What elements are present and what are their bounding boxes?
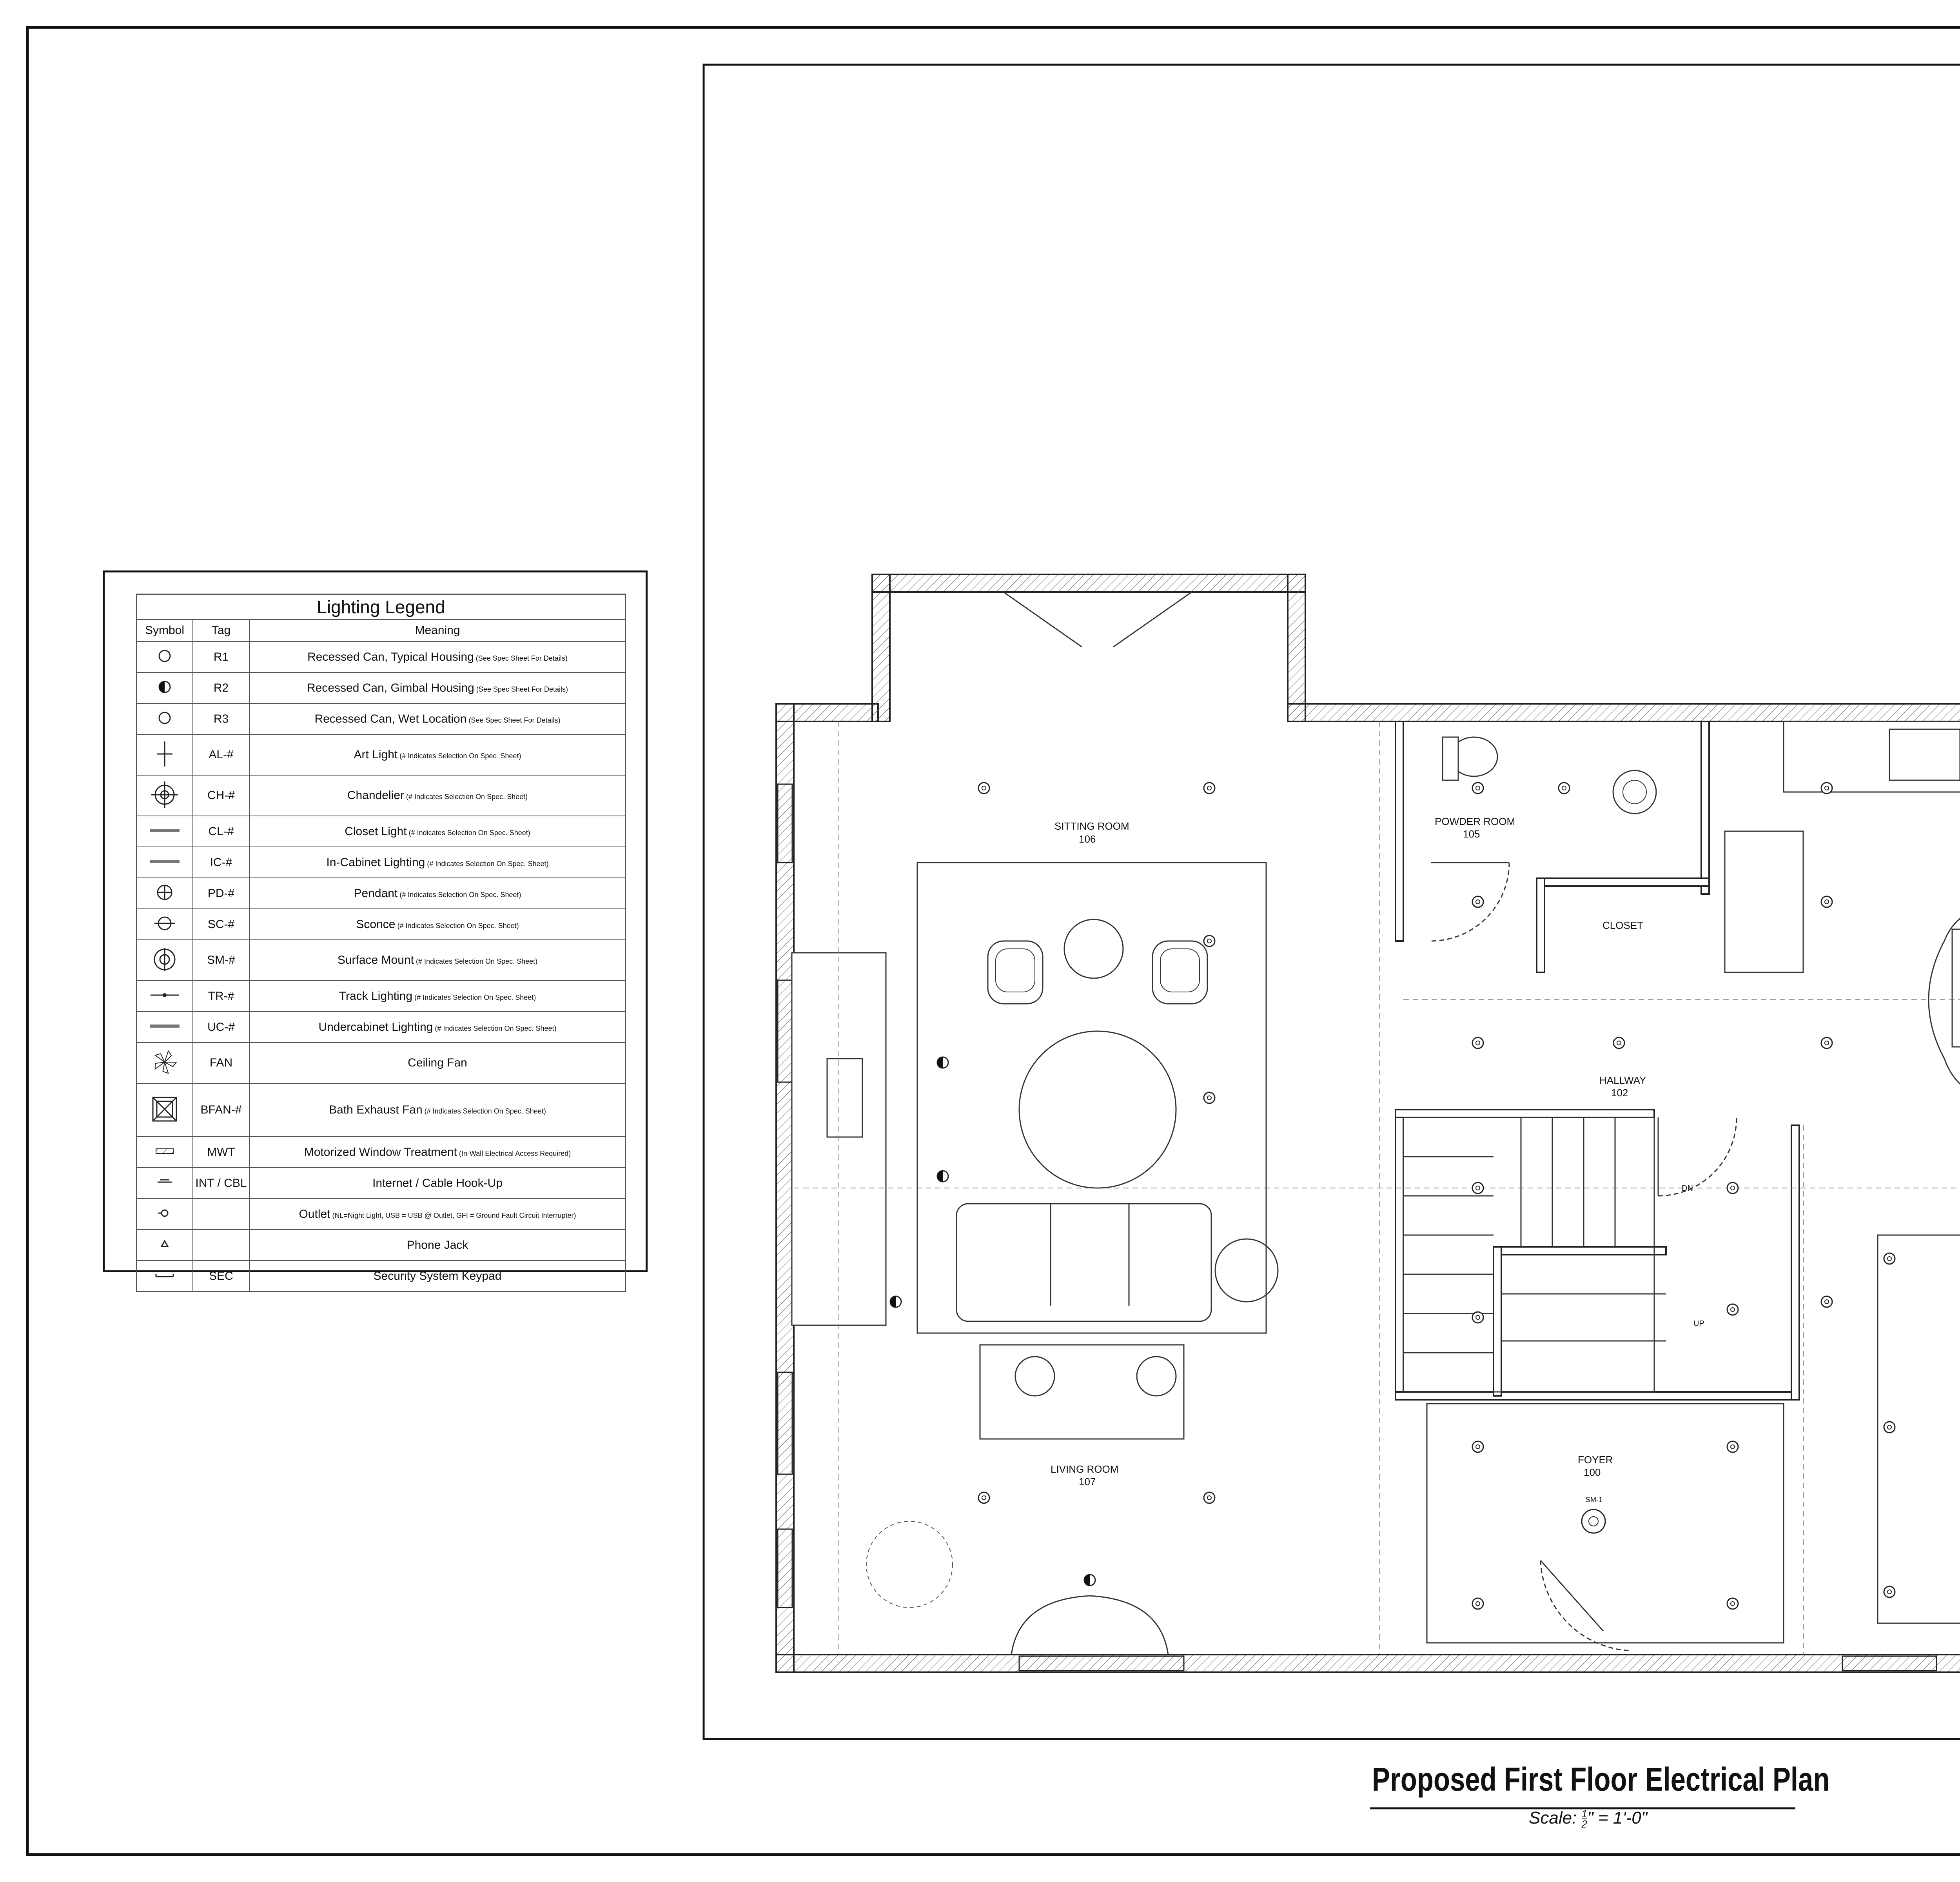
legend-meaning-text: Phone Jack (407, 1238, 468, 1252)
legend-meaning-text: Surface Mount (337, 954, 414, 966)
legend-meaning (249, 1168, 626, 1199)
legend-tag: TR-# (193, 981, 249, 1012)
legend-row (136, 981, 626, 1012)
stair-up-label: UP (1693, 1319, 1704, 1328)
legend-meaning (249, 1083, 626, 1137)
legend-symbol-cell (136, 1230, 193, 1261)
legend-symbol-cell (136, 847, 193, 878)
legend-title: Lighting Legend (136, 594, 626, 619)
legend-row (136, 909, 626, 940)
legend-note: (In-Wall Electrical Access Required) (457, 1149, 571, 1157)
drawing-scale (1529, 1808, 1647, 1829)
legend-row (136, 1199, 626, 1230)
windows (778, 294, 1960, 1671)
legend-header-meaning: Meaning (249, 619, 626, 641)
half-circle-icon (147, 673, 182, 701)
legend-meaning (249, 1137, 626, 1168)
legend-note: (# Indicates Selection On Spec. Sheet) (407, 828, 530, 837)
room-powder-number: 105 (1463, 828, 1480, 840)
legend-meaning (249, 816, 626, 847)
legend-tag: SEC (193, 1261, 249, 1292)
legend-row (136, 1012, 626, 1043)
scale-suffix: " = 1'-0" (1587, 1808, 1648, 1828)
room-sitting-name: SITTING ROOM (1054, 820, 1129, 832)
legend-meaning (249, 940, 626, 981)
legend-row (136, 672, 626, 703)
legend-meaning-text: Ceiling Fan (408, 1056, 467, 1069)
legend-row (136, 940, 626, 981)
legend-note: (# Indicates Selection On Spec. Sheet) (414, 957, 538, 965)
legend-symbol-cell (136, 981, 193, 1012)
pendant-icon (147, 879, 182, 906)
legend-meaning-text: Track Lighting (339, 989, 413, 1003)
legend-symbol-cell (136, 672, 193, 703)
legend-symbol-cell (136, 1137, 193, 1168)
legend-meaning (249, 734, 626, 775)
room-foyer-number: 100 (1584, 1466, 1601, 1478)
legend-note: (See Spec Sheet For Details) (474, 685, 568, 693)
bath-fan-icon (147, 1095, 182, 1123)
legend-row (136, 1261, 626, 1292)
legend-symbol-cell (136, 1261, 193, 1292)
legend-meaning (249, 703, 626, 734)
legend-header-tag: Tag (193, 619, 249, 641)
legend-note: (# Indicates Selection On Spec. Sheet) (425, 859, 549, 868)
fan-icon (147, 1048, 182, 1076)
legend-tag: MWT (193, 1137, 249, 1168)
legend-meaning-text: Motorized Window Treatment (304, 1145, 457, 1159)
legend-symbol-cell (136, 1083, 193, 1137)
legend-tag: SM-# (193, 940, 249, 981)
legend-meaning-text: Undercabinet Lighting (318, 1020, 433, 1034)
legend-note: (# Indicates Selection On Spec. Sheet) (397, 890, 521, 899)
legend-meaning-text: Recessed Can, Wet Location (314, 712, 467, 725)
round-table (1019, 1031, 1176, 1188)
surface-mount-icon (147, 946, 182, 973)
legend-tag: AL-# (193, 734, 249, 775)
circuit-lines (794, 721, 1960, 1655)
legend-tag: CH-# (193, 775, 249, 816)
legend-note: (# Indicates Selection On Spec. Sheet) (395, 921, 519, 930)
legend-meaning-text: Recessed Can, Typical Housing (307, 650, 474, 663)
legend-meaning-text: Outlet (299, 1207, 330, 1221)
art-light-icon (147, 740, 182, 768)
legend-meaning-text: In-Cabinet Lighting (326, 856, 425, 869)
legend-symbol-cell (136, 1043, 193, 1083)
legend-row (136, 816, 626, 847)
legend-header-symbol: Symbol (136, 619, 193, 641)
legend-note: (# Indicates Selection On Spec. Sheet) (422, 1107, 546, 1115)
legend-meaning (249, 1261, 626, 1292)
room-closet-hall: CLOSET (1602, 919, 1644, 931)
legend-tag: R3 (193, 703, 249, 734)
interior-walls (1396, 206, 1960, 1400)
room-hallway-name: HALLWAY (1599, 1074, 1646, 1086)
sm1-label: SM-1 (1586, 1496, 1603, 1504)
legend-tag (193, 1230, 249, 1261)
legend-note: (# Indicates Selection On Spec. Sheet) (397, 752, 521, 760)
legend-meaning (249, 878, 626, 909)
legend-symbol-cell (136, 703, 193, 734)
legend-meaning (249, 1199, 626, 1230)
chandelier-icon (147, 781, 182, 808)
room-hallway-number: 102 (1611, 1087, 1628, 1099)
track-icon (147, 981, 182, 1009)
sofa (956, 1204, 1211, 1321)
legend-symbol-cell (136, 816, 193, 847)
bar-icon (147, 1012, 182, 1040)
legend-meaning-text: Sconce (356, 917, 396, 931)
legend-meaning-text: Closet Light (345, 825, 407, 838)
legend-symbol-cell (136, 1199, 193, 1230)
legend-tag: CL-# (193, 816, 249, 847)
kitchen-counter (1784, 721, 1960, 792)
scale-prefix: Scale: (1529, 1808, 1582, 1828)
legend-meaning-text: Bath Exhaust Fan (329, 1103, 423, 1116)
sec-icon (147, 1261, 182, 1289)
legend-row (136, 1230, 626, 1261)
legend-row (136, 878, 626, 909)
drawing-title: Proposed First Floor Electrical Plan (1372, 1761, 1830, 1798)
legend-row (136, 775, 626, 816)
legend-tag: UC-# (193, 1012, 249, 1043)
legend-meaning (249, 981, 626, 1012)
legend-symbol-cell (136, 1012, 193, 1043)
legend-note: (# Indicates Selection On Spec. Sheet) (404, 793, 528, 801)
legend-note: (See Spec Sheet For Details) (466, 716, 561, 724)
legend-meaning (249, 641, 626, 672)
legend-meaning (249, 1230, 626, 1261)
legend-meaning (249, 672, 626, 703)
legend-meaning (249, 909, 626, 940)
legend-tag: R1 (193, 641, 249, 672)
legend-tag (193, 1199, 249, 1230)
recessed-cans (978, 347, 1960, 1609)
legend-note: (# Indicates Selection On Spec. Sheet) (412, 993, 536, 1001)
legend-note: (NL=Night Light, USB = USB @ Outlet, GFI = Ground Fault Circuit Interrupter) (330, 1211, 576, 1219)
legend-row (136, 1137, 626, 1168)
legend-meaning-text: Chandelier (347, 789, 404, 802)
legend-note: (# Indicates Selection On Spec. Sheet) (433, 1024, 557, 1032)
legend-meaning (249, 1043, 626, 1083)
legend-meaning (249, 847, 626, 878)
legend-meaning-text: Security System Keypad (373, 1269, 502, 1283)
legend-meaning-text: Art Light (354, 748, 398, 761)
legend-tag: BFAN-# (193, 1083, 249, 1137)
open-circle-icon (147, 642, 182, 670)
legend-row (136, 1083, 626, 1137)
legend-row (136, 1043, 626, 1083)
legend-meaning (249, 775, 626, 816)
scale-denominator: 2 (1581, 1818, 1587, 1830)
legend-symbol-cell (136, 878, 193, 909)
legend-tag: R2 (193, 672, 249, 703)
legend-tag: SC-# (193, 909, 249, 940)
legend-symbol-cell (136, 641, 193, 672)
legend-symbol-cell (136, 1168, 193, 1199)
doors (1004, 592, 1737, 1651)
floor-plan (776, 90, 1960, 1672)
bar-icon (147, 817, 182, 844)
legend-table (136, 619, 626, 1292)
int-cbl-icon (147, 1168, 182, 1196)
kitchen-island (1952, 929, 1960, 1047)
legend-tag: INT / CBL (193, 1168, 249, 1199)
room-living-name: LIVING ROOM (1051, 1463, 1119, 1475)
drawing-frame (704, 65, 1960, 1739)
open-circle-icon (147, 704, 182, 732)
legend-meaning-text: Recessed Can, Gimbal Housing (307, 681, 474, 694)
powder-sink (1613, 770, 1656, 814)
outlet-icon (147, 1199, 182, 1227)
lighting-legend (103, 570, 648, 1283)
mwt-icon (147, 1137, 182, 1165)
legend-tag: PD-# (193, 878, 249, 909)
stair-dn-label: DN (1682, 1184, 1693, 1193)
legend-symbol-cell (136, 940, 193, 981)
scale-numerator: 1 (1581, 1808, 1587, 1820)
legend-tag: IC-# (193, 847, 249, 878)
room-powder-name: POWDER ROOM (1435, 816, 1515, 827)
legend-symbol-cell (136, 909, 193, 940)
legend-row (136, 734, 626, 775)
bar-icon (147, 848, 182, 875)
legend-symbol-cell (136, 775, 193, 816)
legend-tag: FAN (193, 1043, 249, 1083)
legend-note: (See Spec Sheet For Details) (474, 654, 568, 662)
legend-meaning-text: Internet / Cable Hook-Up (372, 1176, 503, 1190)
legend-meaning (249, 1012, 626, 1043)
exterior-walls (776, 206, 1960, 1672)
room-sitting-number: 106 (1079, 833, 1096, 845)
sconce-icon (147, 910, 182, 937)
legend-row (136, 1168, 626, 1199)
legend-row (136, 641, 626, 672)
phone-icon (147, 1230, 182, 1258)
legend-row (136, 703, 626, 734)
legend-meaning-text: Pendant (354, 887, 398, 900)
legend-row (136, 847, 626, 878)
legend-symbol-cell (136, 734, 193, 775)
room-living-number: 107 (1079, 1476, 1096, 1488)
room-foyer-name: FOYER (1578, 1454, 1613, 1466)
